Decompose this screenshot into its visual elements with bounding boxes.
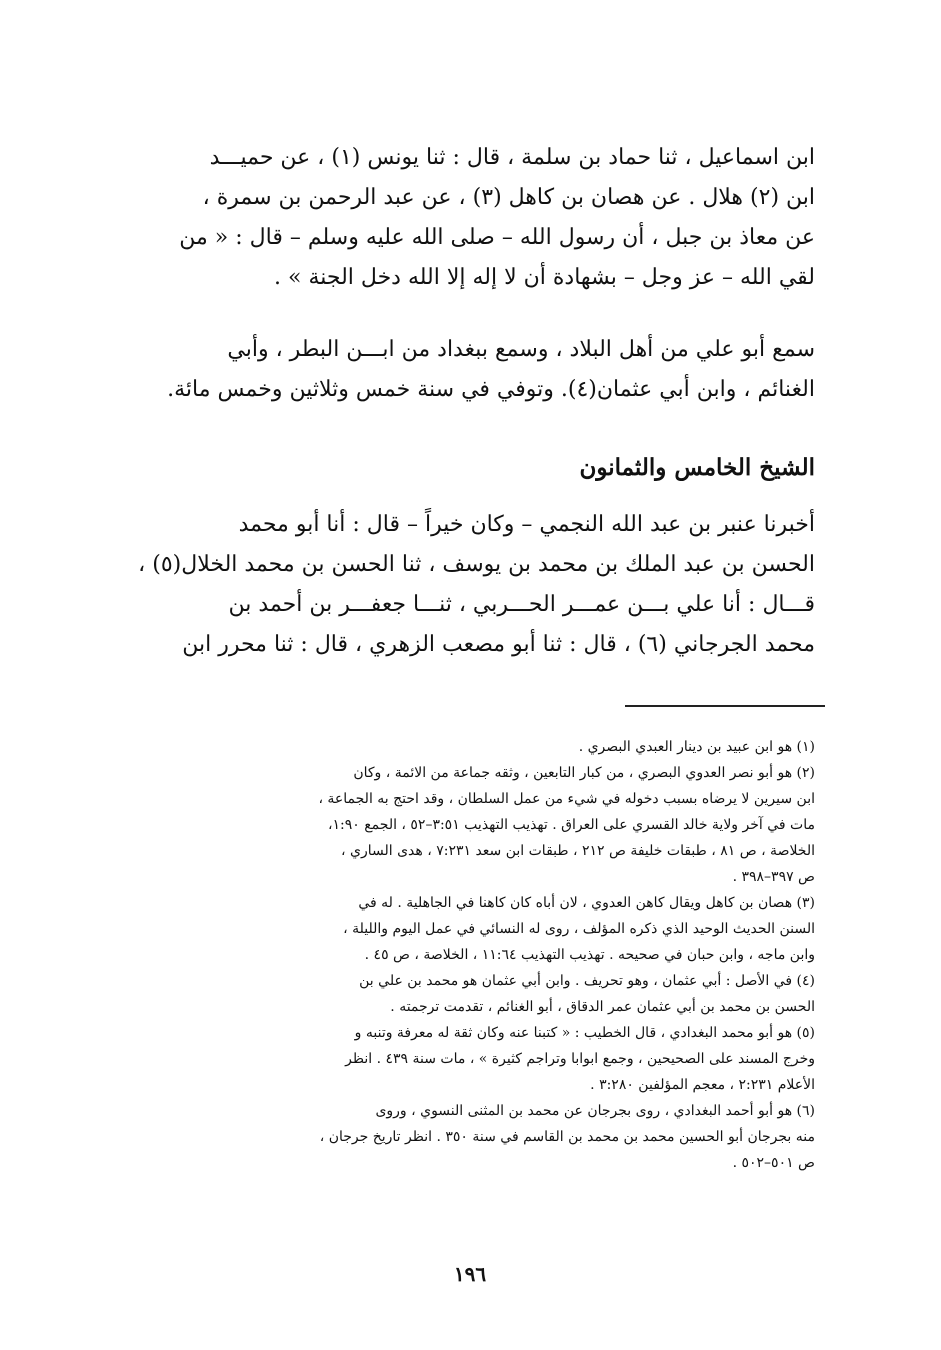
- footnote-line: ص ٥٠١–٥٠٢ .: [732, 1155, 815, 1171]
- paragraph-2: [95, 330, 815, 410]
- page-number: ١٩٦: [453, 1262, 487, 1286]
- footnote-2: [95, 760, 815, 890]
- text-line: عن معاذ بن جبل ، أن رسول الله – صلى الله عليه وسلم – قال : « من: [179, 225, 815, 250]
- footnote-5: [95, 1020, 815, 1098]
- heading-text: الشيخ الخامس والثمانون: [579, 454, 815, 481]
- footnote-line: (٥) هو أبو محمد البغدادي ، قال الخطيب : « كتبنا عنه وكان ثقة له معرفة وتنبه و: [354, 1025, 815, 1041]
- footnote-line: منه بجرجان أبو الحسين محمد بن محمد بن القاسم في سنة ٣٥٠ . انظر تاريخ جرجان ،: [319, 1129, 815, 1145]
- text-line: الحسن بن عبد الملك بن محمد بن يوسف ، ثنا الحسن بن محمد الخلال(٥) ،: [138, 552, 815, 577]
- footnote-line: الخلاصة ، ص ٨١ ، طبقات خليفة ص ٢١٢ ، طبقات ابن سعد ٧:٢٣١ ، هدى الساري ،: [341, 843, 815, 859]
- footnote-line: (٦) هو أبو أحمد البغدادي ، روى بجرجان عن محمد بن المثنى النسوي ، وروى: [375, 1103, 815, 1119]
- footnote-line: (٤) في الأصل : أبي عثمان ، وهو تحريف . وابن أبي عثمان هو محمد بن علي بن: [359, 973, 815, 989]
- paragraph-3: [95, 505, 815, 665]
- footnote-line: (٣) هصان بن كاهل ويقال كاهن العدوي ، لان أباه كان كاهنا في الجاهلية . له في: [358, 895, 815, 911]
- text-line: سمع أبو علي من أهل البلاد ، وسمع ببغداد من ابـــن البطر ، وأبي: [227, 337, 815, 362]
- footnote-separator: [625, 705, 825, 707]
- paragraph-1: [95, 138, 815, 298]
- text-line: محمد الجرجاني (٦) ، قال : ثنا أبو مصعب الزهري ، قال : ثنا محرر ابن: [182, 632, 815, 657]
- text-line: لقي الله – عز وجل – بشهادة أن لا إله إلا الله دخل الجنة » .: [274, 265, 815, 290]
- text-line: ابن اسماعيل ، ثنا حماد بن سلمة ، قال : ثنا يونس (١) ، عن حميـــد: [209, 145, 815, 170]
- footnote-line: ابن سيرين لا يرضاه بسبب دخوله في شيء من عمل السلطان ، وقد احتج به الجماعة ،: [318, 791, 815, 807]
- footnote-6: [95, 1098, 815, 1176]
- footnote-4: [95, 968, 815, 1020]
- footnote-1: [95, 734, 815, 760]
- footnote-3: [95, 890, 815, 968]
- footnote-line: (٢) هو أبو نصر العدوي البصري ، من كبار التابعين ، وثقه جماعة من الائمة ، وكان: [353, 765, 815, 781]
- footnote-line: الحسن بن محمد بن أبي عثمان عمر الدقاق ، أبو الغنائم ، تقدمت ترجمته .: [390, 999, 815, 1015]
- footnote-line: وابن ماجه ، وابن حبان في صحيحه . تهذيب التهذيب ١١:٦٤ ، الخلاصة ، ص ٤٥ .: [364, 947, 815, 963]
- text-line: الغنائم ، وابن أبي عثمان(٤). وتوفي في سنة خمس وثلاثين وخمس مائة.: [167, 377, 815, 402]
- footnote-line: (١) هو ابن عبيد بن دينار العبدي البصري .: [578, 739, 815, 755]
- footnote-line: الأعلام ٢:٢٣١ ، معجم المؤلفين ٣:٢٨٠ .: [590, 1077, 815, 1093]
- section-heading: [95, 448, 815, 488]
- footnotes: [95, 734, 815, 1176]
- footnote-line: ص ٣٩٧–٣٩٨ .: [732, 869, 815, 885]
- text-line: أخبرنا عنبر بن عبد الله النجمي – وكان خيراً – قال : أنا أبو محمد: [238, 512, 815, 537]
- footnote-line: مات في آخر ولاية خالد القسري على العراق . تهذيب التهذيب ٣:٥١–٥٢ ، الجمع ١:٩٠،: [327, 817, 815, 833]
- footnote-line: السنن الحديث الوحيد الذي ذكره المؤلف ، روى له النسائي في عمل اليوم والليلة ،: [343, 921, 815, 937]
- text-line: ابن (٢) هلال . عن هصان بن كاهل (٣) ، عن عبد الرحمن بن سمرة ،: [202, 185, 815, 210]
- footnote-line: وخرج المسند على الصحيحين ، وجمع ابوابا وتراجم كثيرة » ، مات سنة ٤٣٩ . انظر: [345, 1051, 815, 1067]
- text-line: قـــال : أنا علي بـــن عمـــر الحـــربي ، ثنـــا جعفـــر بن أحمد بن: [228, 592, 815, 617]
